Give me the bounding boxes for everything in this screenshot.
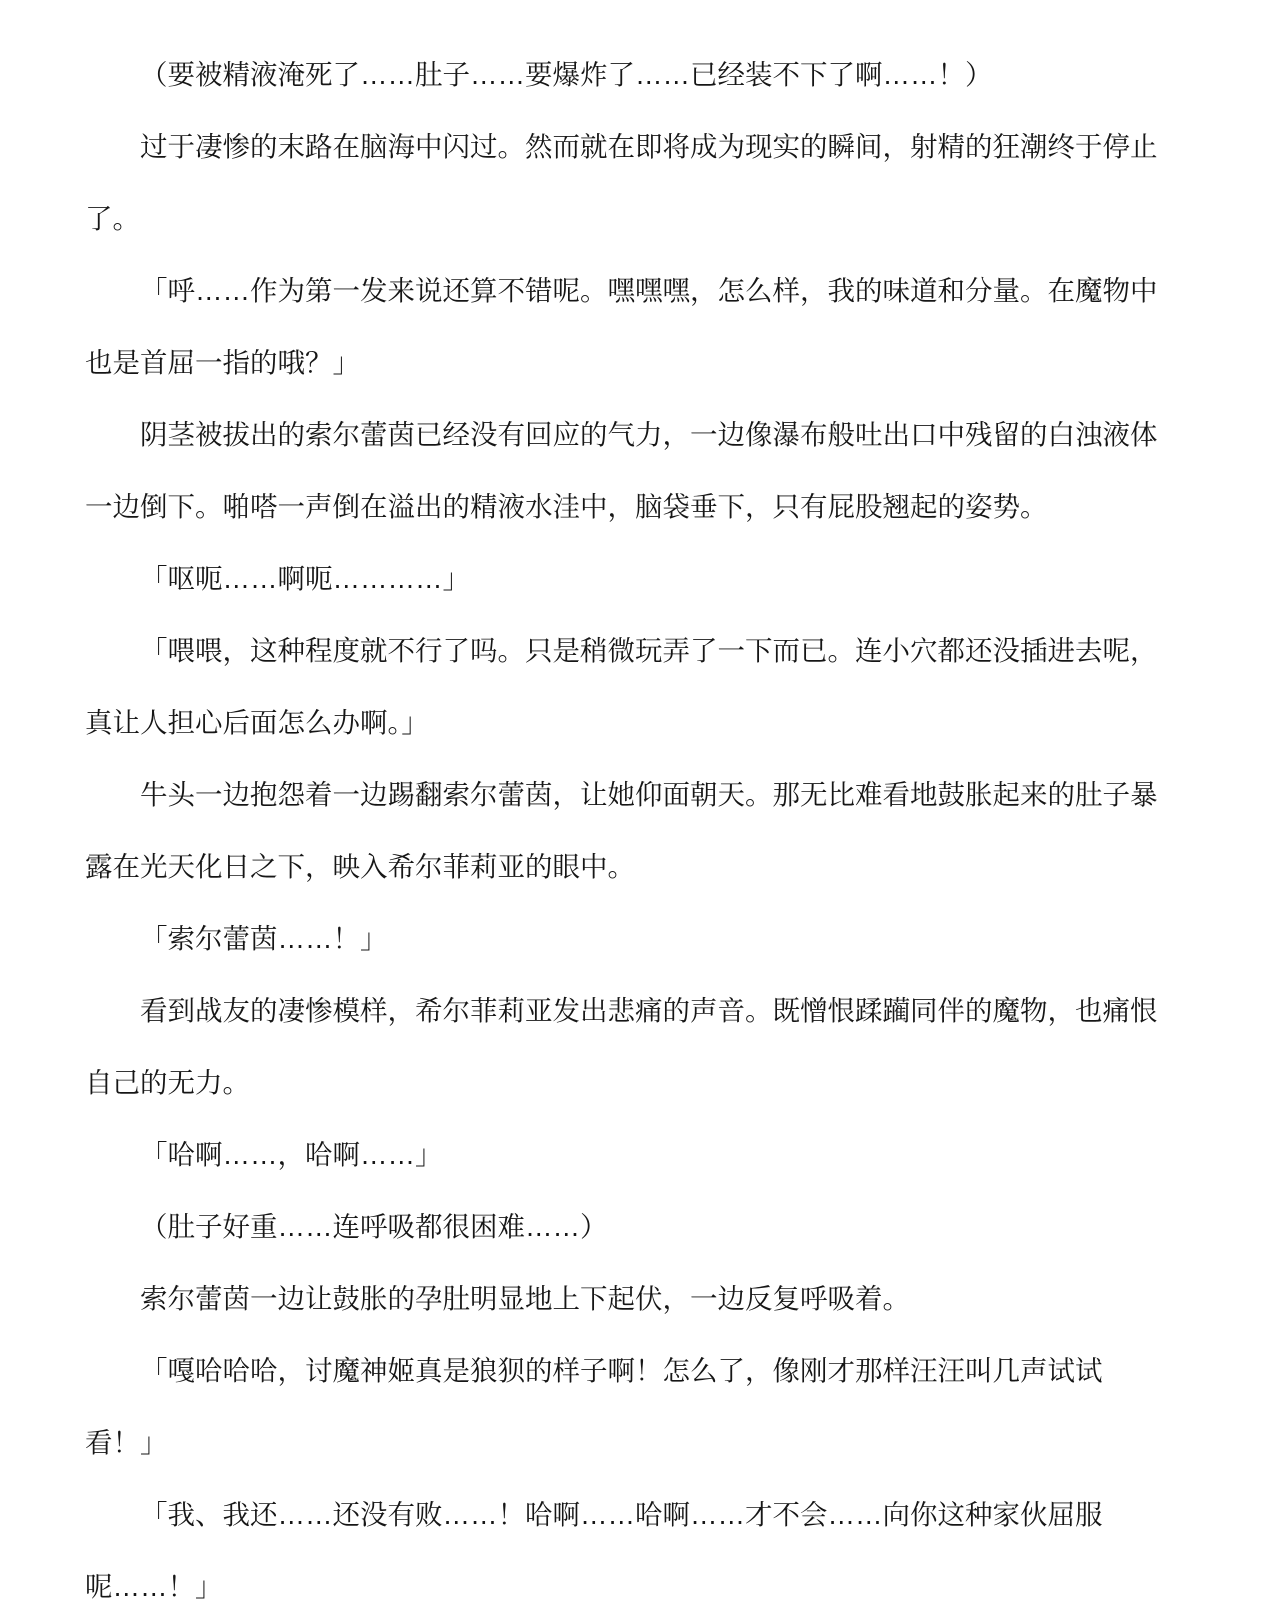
paragraph: 「呼……作为第一发来说还算不错呢。嘿嘿嘿，怎么样，我的味道和分量。在魔物中也是首屈一指的哦？」 xyxy=(85,275,1158,378)
paragraph: （肚子好重……连呼吸都很困难……） xyxy=(140,1211,608,1242)
paragraph: 索尔蕾茵一边让鼓胀的孕肚明显地上下起伏，一边反复呼吸着。 xyxy=(140,1283,910,1314)
paragraph: 「我、我还……还没有败……！哈啊……哈啊……才不会……向你这种家伙屈服呢……！」 xyxy=(85,1499,1103,1602)
paragraph: 「喂喂，这种程度就不行了吗。只是稍微玩弄了一下而已。连小穴都还没插进去呢，真让人担心后面怎么办啊。」 xyxy=(85,635,1158,738)
paragraph: 看到战友的凄惨模样，希尔菲莉亚发出悲痛的声音。既憎恨蹂躏同伴的魔物，也痛恨自己的无力。 xyxy=(85,995,1158,1098)
paragraph: 「呕呃……啊呃…………」 xyxy=(140,563,470,594)
paragraph: 阴茎被拔出的索尔蕾茵已经没有回应的气力，一边像瀑布般吐出口中残留的白浊液体一边倒下。啪嗒一声倒在溢出的精液水洼中，脑袋垂下，只有屁股翘起的姿势。 xyxy=(85,419,1158,522)
paragraph: 「嘎哈哈哈，讨魔神姬真是狼狈的样子啊！怎么了，像刚才那样汪汪叫几声试试看！」 xyxy=(85,1355,1103,1458)
paragraph: （要被精液淹死了……肚子……要爆炸了……已经装不下了啊……！） xyxy=(140,59,993,90)
paragraph: 过于凄惨的末路在脑海中闪过。然而就在即将成为现实的瞬间，射精的狂潮终于停止了。 xyxy=(85,131,1158,234)
paragraph: 牛头一边抱怨着一边踢翻索尔蕾茵，让她仰面朝天。那无比难看地鼓胀起来的肚子暴露在光天化日之下，映入希尔菲莉亚的眼中。 xyxy=(85,779,1158,882)
novel-text xyxy=(85,39,1164,1623)
paragraph: 「索尔蕾茵……！」 xyxy=(140,923,388,954)
paragraph: 「哈啊……，哈啊……」 xyxy=(140,1139,443,1170)
